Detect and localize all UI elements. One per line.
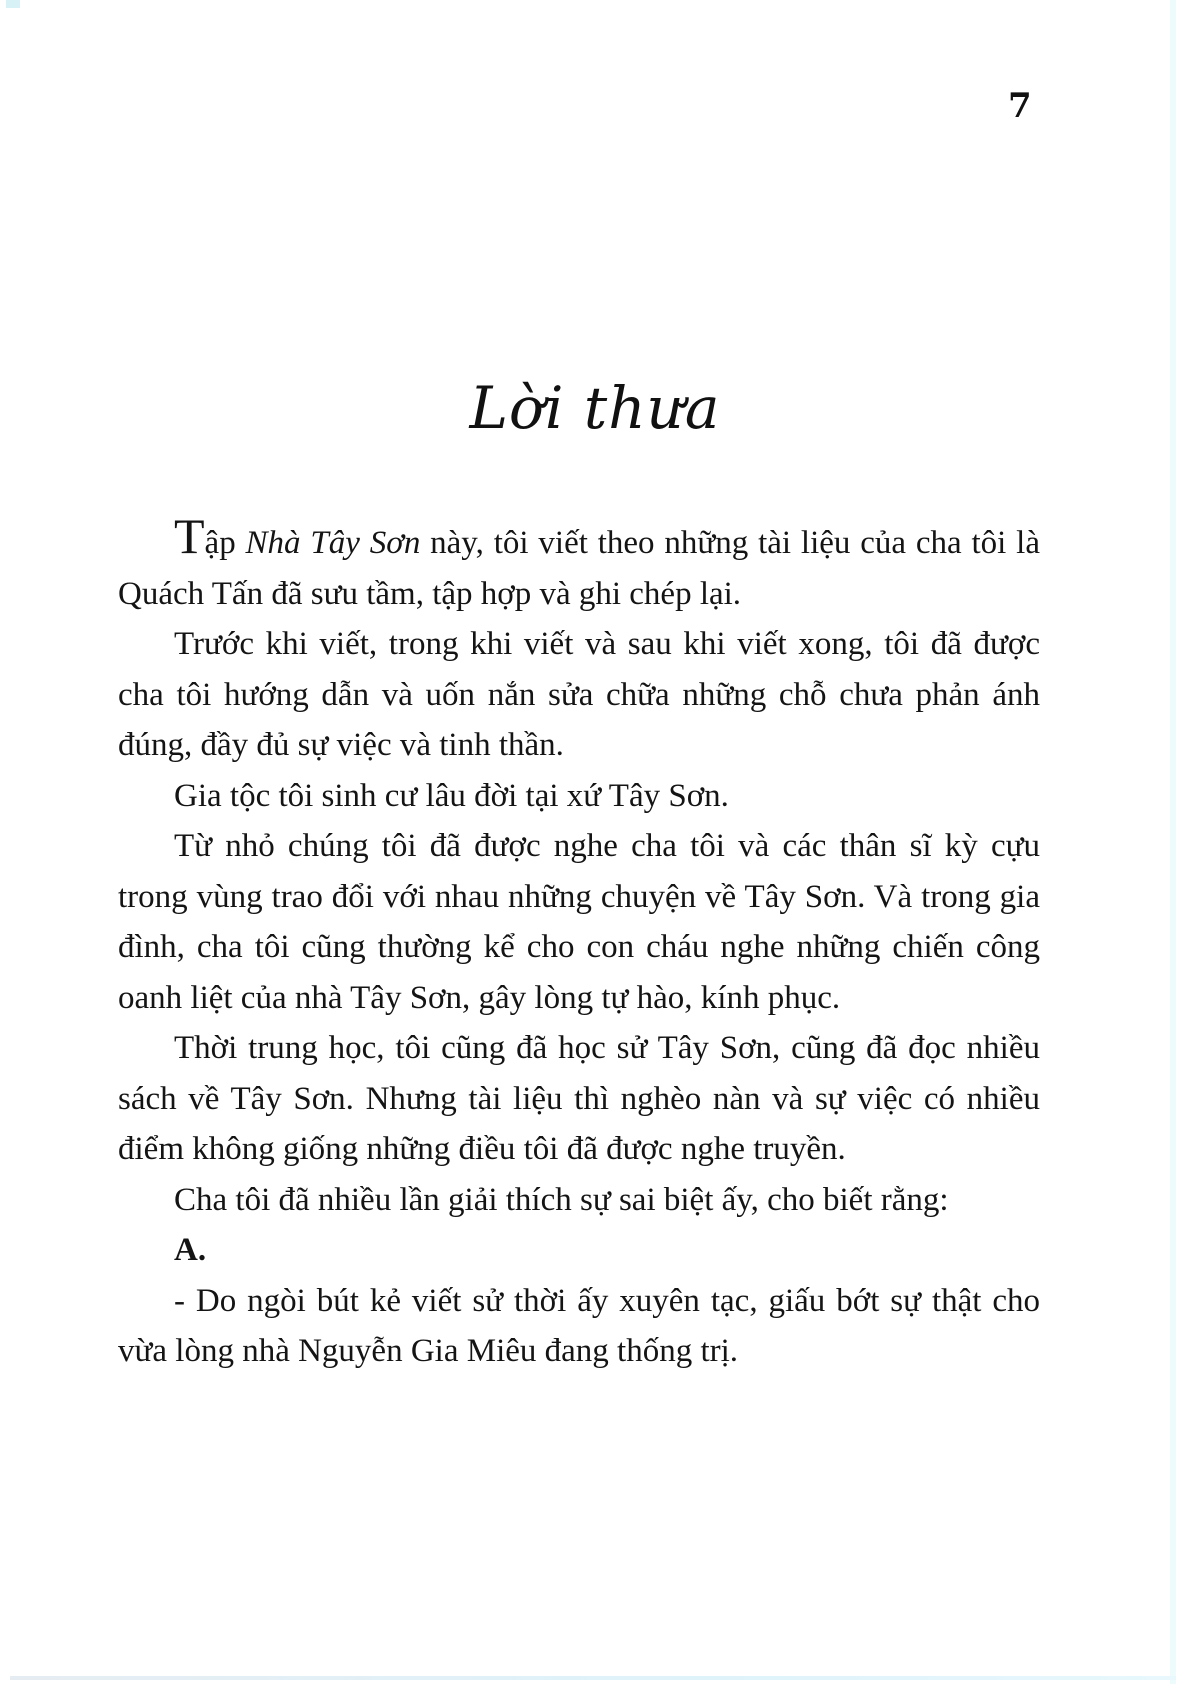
- page-number: 7: [1008, 86, 1032, 126]
- body-text: [118, 508, 1040, 1377]
- page-edge-right: [1170, 0, 1176, 1684]
- paragraph: Cha tôi đã nhiều lần giải thích sự sai biệt ấy, cho biết rằng:: [174, 1181, 949, 1218]
- chapter-title: Lời thưa: [469, 374, 721, 442]
- section-label: A.: [174, 1232, 207, 1268]
- paragraph: Gia tộc tôi sinh cư lâu đời tại xứ Tây Sơn.: [174, 777, 729, 814]
- paragraph: Từ nhỏ chúng tôi đã được nghe cha tôi và các thân sĩ kỳ cựu trong vùng trao đổi với nhau những chuyện về Tây Sơn. Và trong gia đình, cha tôi cũng thường kể cho con cháu nghe những chiến công oanh liệt của nhà Tây Sơn, gây lòng tự hào, kính phục.: [118, 828, 1040, 1016]
- intro-start: ập: [204, 525, 246, 561]
- drop-cap: T: [174, 508, 205, 564]
- intro-rest: này, tôi viết theo những tài liệu của cha tôi là Quách Tấn đã sưu tầm, tập hợp và ghi chép lại.: [118, 525, 1040, 612]
- paragraph-intro: [118, 508, 1040, 619]
- scan-corner-mark: [6, 0, 20, 8]
- paragraph: Thời trung học, tôi cũng đã học sử Tây Sơn, cũng đã đọc nhiều sách về Tây Sơn. Nhưng tài liệu thì nghèo nàn và sự việc có nhiều điểm không giống những điều tôi đã được nghe truyền.: [118, 1030, 1040, 1167]
- section-paragraph: - Do ngòi bút kẻ viết sử thời ấy xuyên tạc, giấu bớt sự thật cho vừa lòng nhà Nguyễn Gia Miêu đang thống trị.: [118, 1282, 1040, 1369]
- book-title-italic: Nhà Tây Sơn: [245, 525, 421, 561]
- paragraph: Trước khi viết, trong khi viết và sau khi viết xong, tôi đã được cha tôi hướng dẫn và uốn nắn sửa chữa những chỗ chưa phản ánh đúng, đầy đủ sự việc và tinh thần.: [118, 626, 1040, 763]
- page-edge-bottom: [10, 1676, 1176, 1680]
